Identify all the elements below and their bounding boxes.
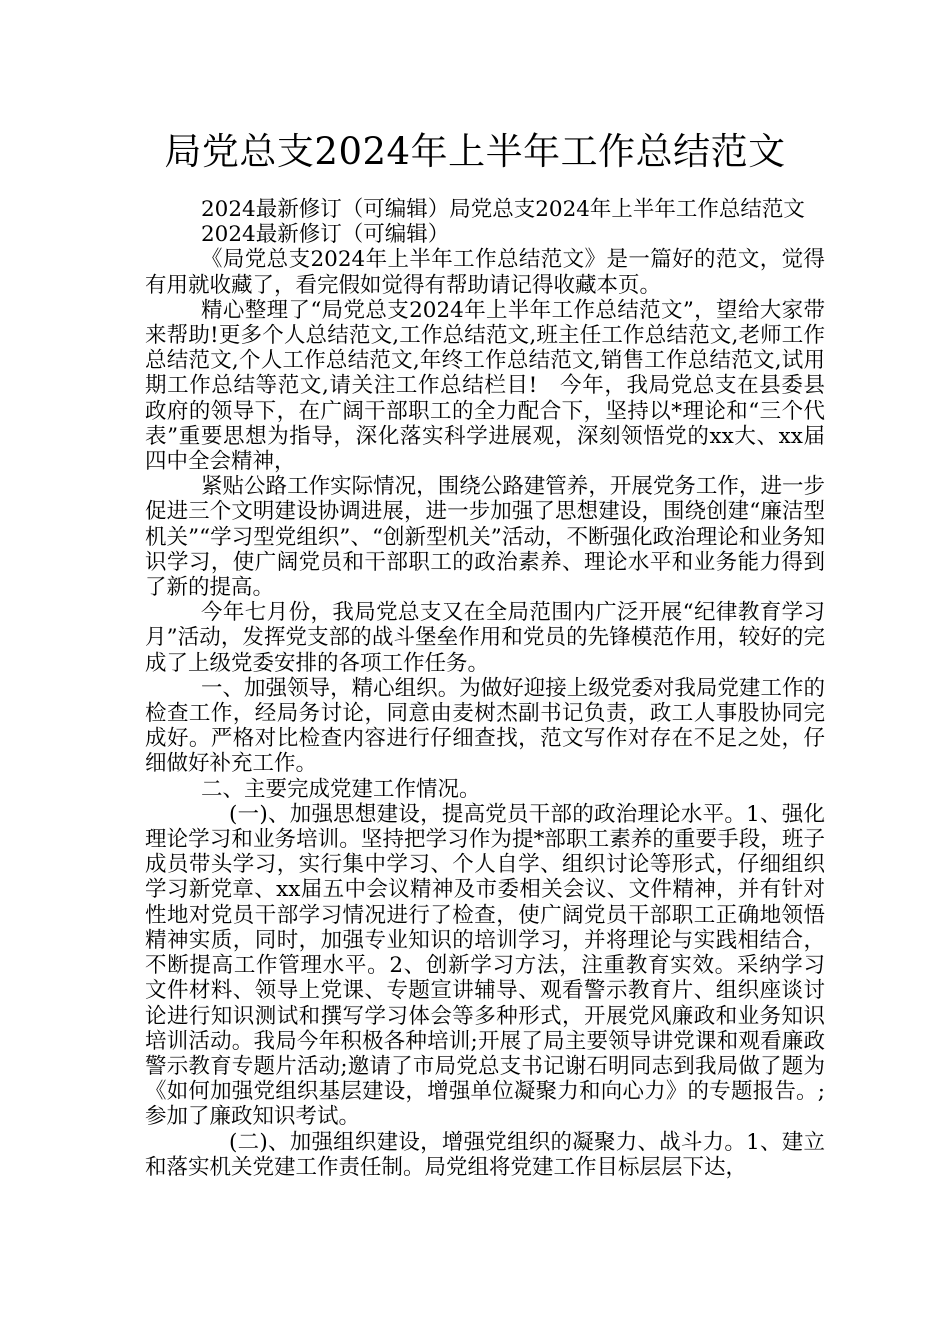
paragraph-organization-building: (二)、加强组织建设，增强党组织的凝聚力、战斗力。1、建立和落实机关党建工作责任制。局党组将党建工作目标层层下达，	[145, 1129, 825, 1180]
paragraph-section-two-heading: 二、主要完成党建工作情况。	[201, 776, 481, 802]
paragraph-ideology-building: (一)、加强思想建设，提高党员干部的政治理论水平。1、强化理论学习和业务培训。坚持把学习作为提*部职工素养的重要手段，班子成员带头学习，实行集中学习、个人自学、组织讨论等形式，仔细组织学习新党章、xx届五中会议精神及市委相关会议、文件精神，并有针对性地对党员干部学习情况进行了检查，使广阔党员干部职工正确地领悟精神实质，同时，加强专业知识的培训学习，并将理论与实践相结合，不断提高工作管理水平。2、创新学习方法，注重教育实效。采纳学习文件材料、领导上党课、专题宣讲辅导、观看警示教育片、组织座谈讨论进行知识测试和撰写学习体会等多种形式，开展党风廉政和业务知识培训活动。我局今年积极各种培训;开展了局主要领导讲党课和观看廉政警示教育专题片活动;邀请了市局党总支书记谢石明同志到我局做了题为《如何加强党组织基层建设，增强单位凝聚力和向心力》的专题报告。;参加了廉政知识考试。	[145, 801, 825, 1130]
paragraph-discipline-month: 今年七月份，我局党总支又在全局范围内广泛开展“纪律教育学习月”活动，发挥党支部的战斗堡垒作用和党员的先锋模范作用，较好的完成了上级党委安排的各项工作任务。	[145, 600, 825, 676]
paragraph-overview: 精心整理了“局党总支2024年上半年工作总结范文”，望给大家带来帮助!更多个人总结范文,工作总结范文,班主任工作总结范文,老师工作总结范文,个人工作总结范文,年终工作总结范文,销售工作总结范文,试用期工作总结等范文,请关注工作总结栏目! 今年，我局党总支在县委县政府的领导下，在广阔干部职工的全力配合下，坚持以*理论和“三个代表”重要思想为指导，深化落实科学进展观，深刻领悟党的xx大、xx届四中全会精神，	[145, 297, 825, 475]
document-title: 局党总支2024年上半年工作总结范文	[164, 130, 786, 173]
paragraph-subtitle: 2024最新修订（可编辑）局党总支2024年上半年工作总结范文	[201, 197, 805, 222]
paragraph-revision-note: 2024最新修订（可编辑）	[201, 222, 450, 248]
paragraph-section-one: 一、加强领导，精心组织。为做好迎接上级党委对我局党建工作的检查工作，经局务讨论，同意由麦树杰副书记负责，政工人事股协同完成好。严格对比检查内容进行仔细查找，范文写作对存在不足之处，仔细做好补充工作。	[145, 675, 825, 777]
paragraph-intro: 《局党总支2024年上半年工作总结范文》是一篇好的范文，觉得有用就收藏了，看完假如觉得有帮助请记得收藏本页。	[145, 247, 825, 298]
document-body	[145, 197, 825, 1180]
paragraph-highway-work: 紧贴公路工作实际情况，围绕公路建管养，开展党务工作，进一步促进三个文明建设协调进展，进一步加强了思想建设，围绕创建“廉洁型机关”“学习型党组织”、“创新型机关”活动，不断强化政治理论和业务知识学习，使广阔党员和干部职工的政治素养、理论水平和业务能力得到了新的提高。	[145, 474, 825, 601]
